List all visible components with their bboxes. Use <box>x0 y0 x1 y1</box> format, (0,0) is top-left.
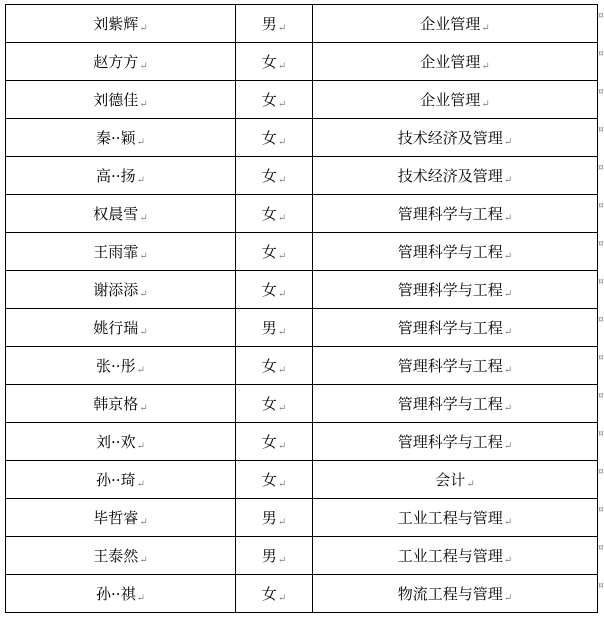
paragraph-mark-icon: ↵ <box>139 61 148 72</box>
paragraph-mark-icon: ↵ <box>503 175 513 186</box>
gender-cell-text: 女 <box>261 167 277 185</box>
gender-cell-text: 女 <box>261 395 277 413</box>
paragraph-mark-icon: ↵ <box>481 23 490 34</box>
gender-cell-text: 女 <box>261 433 277 451</box>
paragraph-mark-icon: ↵ <box>503 213 513 224</box>
major-cell-text: 管理科学与工程 <box>397 433 503 451</box>
name-cell-text: 赵方方 <box>93 53 139 71</box>
paragraph-mark-icon: ↵ <box>277 289 287 300</box>
table-row <box>6 575 598 613</box>
row-end-mark-icon: ¤ <box>598 466 604 477</box>
major-cell[interactable] <box>313 347 598 385</box>
gender-cell-text: 女 <box>261 243 277 261</box>
gender-cell-text: 女 <box>261 357 277 375</box>
paragraph-mark-icon: ↵ <box>139 555 148 566</box>
table-row <box>6 81 598 119</box>
paragraph-mark-icon: ↵ <box>139 289 148 300</box>
major-cell-text: 管理科学与工程 <box>397 319 503 337</box>
row-end-mark-icon: ¤ <box>598 48 604 59</box>
major-cell-text: 技术经济及管理 <box>397 167 503 185</box>
table-row <box>6 423 598 461</box>
major-cell[interactable] <box>313 309 598 347</box>
major-cell[interactable] <box>313 233 598 271</box>
row-end-mark-icon: ¤ <box>598 352 604 363</box>
name-cell-text: 刘德佳 <box>93 91 139 109</box>
table-row <box>6 271 598 309</box>
table-row <box>6 499 598 537</box>
paragraph-mark-icon: ↵ <box>503 289 513 300</box>
table-row <box>6 385 598 423</box>
name-cell[interactable] <box>6 575 236 613</box>
name-cell-text: 秦··颖 <box>96 129 136 147</box>
name-cell-text: 王泰然 <box>93 547 139 565</box>
paragraph-mark-icon: ↵ <box>277 441 287 452</box>
gender-cell[interactable] <box>236 385 313 423</box>
paragraph-mark-icon: ↵ <box>277 593 287 604</box>
gender-cell[interactable] <box>236 5 313 43</box>
paragraph-mark-icon: ↵ <box>139 23 148 34</box>
major-cell[interactable] <box>313 461 598 499</box>
gender-cell-text: 女 <box>261 585 277 603</box>
table-row <box>6 309 598 347</box>
major-cell-text: 企业管理 <box>420 53 481 71</box>
paragraph-mark-icon: ↵ <box>277 517 287 528</box>
paragraph-mark-icon: ↵ <box>277 99 287 110</box>
major-cell-text: 企业管理 <box>420 15 481 33</box>
major-cell-text: 工业工程与管理 <box>397 547 503 565</box>
name-cell[interactable] <box>6 195 236 233</box>
row-end-mark-icon: ¤ <box>598 390 604 401</box>
major-cell[interactable] <box>313 5 598 43</box>
major-cell-text: 管理科学与工程 <box>397 243 503 261</box>
major-cell-text: 管理科学与工程 <box>397 357 503 375</box>
paragraph-mark-icon: ↵ <box>136 593 145 604</box>
gender-cell[interactable] <box>236 309 313 347</box>
paragraph-mark-icon: ↵ <box>277 137 287 148</box>
gender-cell-text: 女 <box>261 53 277 71</box>
table-row <box>6 157 598 195</box>
major-cell-text: 会计 <box>435 471 466 489</box>
name-cell[interactable] <box>6 423 236 461</box>
row-end-mark-icon: ¤ <box>598 124 604 135</box>
name-cell-text: 孙··祺 <box>96 585 136 603</box>
paragraph-mark-icon: ↵ <box>503 137 513 148</box>
table-row <box>6 43 598 81</box>
major-cell[interactable] <box>313 195 598 233</box>
row-end-mark-icon: ¤ <box>598 200 604 211</box>
name-cell[interactable] <box>6 157 236 195</box>
paragraph-mark-icon: ↵ <box>481 99 490 110</box>
gender-cell[interactable] <box>236 81 313 119</box>
gender-cell[interactable] <box>236 537 313 575</box>
paragraph-mark-icon: ↵ <box>503 365 513 376</box>
gender-cell-text: 女 <box>261 91 277 109</box>
paragraph-mark-icon: ↵ <box>136 137 145 148</box>
gender-cell[interactable] <box>236 195 313 233</box>
table-row <box>6 119 598 157</box>
major-cell[interactable] <box>313 575 598 613</box>
paragraph-mark-icon: ↵ <box>503 327 513 338</box>
major-cell[interactable] <box>313 43 598 81</box>
gender-cell-text: 女 <box>261 129 277 147</box>
major-cell[interactable] <box>313 119 598 157</box>
major-cell-text: 管理科学与工程 <box>397 281 503 299</box>
table-row <box>6 233 598 271</box>
paragraph-mark-icon: ↵ <box>277 327 287 338</box>
gender-cell[interactable] <box>236 271 313 309</box>
gender-cell-text: 女 <box>261 281 277 299</box>
name-cell[interactable] <box>6 499 236 537</box>
paragraph-mark-icon: ↵ <box>277 175 287 186</box>
row-end-mark-icon: ¤ <box>598 542 604 553</box>
student-table-body <box>6 5 598 613</box>
paragraph-mark-icon: ↵ <box>503 251 513 262</box>
gender-cell[interactable] <box>236 499 313 537</box>
row-end-mark-icon: ¤ <box>598 314 604 325</box>
paragraph-mark-icon: ↵ <box>139 99 148 110</box>
name-cell[interactable] <box>6 271 236 309</box>
name-cell[interactable] <box>6 81 236 119</box>
name-cell[interactable] <box>6 43 236 81</box>
paragraph-mark-icon: ↵ <box>139 327 148 338</box>
name-cell[interactable] <box>6 461 236 499</box>
gender-cell-text: 女 <box>261 205 277 223</box>
gender-cell[interactable] <box>236 119 313 157</box>
name-cell-text: 孙··琦 <box>96 471 136 489</box>
paragraph-mark-icon: ↵ <box>503 555 513 566</box>
major-cell[interactable] <box>313 157 598 195</box>
paragraph-mark-icon: ↵ <box>503 593 513 604</box>
student-table <box>5 4 598 613</box>
name-cell-text: 刘··欢 <box>96 433 136 451</box>
paragraph-mark-icon: ↵ <box>466 479 475 490</box>
name-cell-text: 张··彤 <box>96 357 136 375</box>
name-cell-text: 姚行瑞 <box>93 319 139 337</box>
row-end-mark-icon: ¤ <box>598 276 604 287</box>
paragraph-mark-icon: ↵ <box>136 441 145 452</box>
major-cell[interactable] <box>313 271 598 309</box>
paragraph-mark-icon: ↵ <box>139 213 148 224</box>
name-cell[interactable] <box>6 537 236 575</box>
name-cell[interactable] <box>6 347 236 385</box>
gender-cell[interactable] <box>236 575 313 613</box>
gender-cell[interactable] <box>236 43 313 81</box>
paragraph-mark-icon: ↵ <box>139 403 148 414</box>
major-cell[interactable] <box>313 423 598 461</box>
row-end-mark-icon: ¤ <box>598 162 604 173</box>
table-row <box>6 5 598 43</box>
paragraph-mark-icon: ↵ <box>139 517 148 528</box>
paragraph-mark-icon: ↵ <box>277 555 287 566</box>
gender-cell-text: 男 <box>261 547 277 565</box>
name-cell[interactable] <box>6 233 236 271</box>
paragraph-mark-icon: ↵ <box>277 213 287 224</box>
gender-cell[interactable] <box>236 233 313 271</box>
paragraph-mark-icon: ↵ <box>503 441 513 452</box>
paragraph-mark-icon: ↵ <box>277 479 287 490</box>
major-cell-text: 工业工程与管理 <box>397 509 503 527</box>
paragraph-mark-icon: ↵ <box>277 23 287 34</box>
table-row <box>6 537 598 575</box>
major-cell-text: 技术经济及管理 <box>397 129 503 147</box>
name-cell-text: 刘紫辉 <box>93 15 139 33</box>
gender-cell[interactable] <box>236 423 313 461</box>
paragraph-mark-icon: ↵ <box>139 251 148 262</box>
name-cell-text: 韩京格 <box>93 395 139 413</box>
gender-cell[interactable] <box>236 157 313 195</box>
paragraph-mark-icon: ↵ <box>136 365 145 376</box>
name-cell[interactable] <box>6 119 236 157</box>
name-cell[interactable] <box>6 309 236 347</box>
name-cell-text: 毕哲睿 <box>93 509 139 527</box>
name-cell[interactable] <box>6 385 236 423</box>
gender-cell[interactable] <box>236 347 313 385</box>
gender-cell-text: 男 <box>261 319 277 337</box>
name-cell-text: 权晨雪 <box>93 205 139 223</box>
table-row <box>6 195 598 233</box>
paragraph-mark-icon: ↵ <box>277 251 287 262</box>
paragraph-mark-icon: ↵ <box>136 175 145 186</box>
gender-cell-text: 女 <box>261 471 277 489</box>
name-cell[interactable] <box>6 5 236 43</box>
row-end-mark-icon: ¤ <box>598 238 604 249</box>
major-cell-text: 企业管理 <box>420 91 481 109</box>
row-end-mark-icon: ¤ <box>598 580 604 591</box>
paragraph-mark-icon: ↵ <box>503 517 513 528</box>
table-row <box>6 461 598 499</box>
name-cell-text: 高··扬 <box>96 167 136 185</box>
major-cell-text: 管理科学与工程 <box>397 205 503 223</box>
row-end-mark-icon: ¤ <box>598 504 604 515</box>
paragraph-mark-icon: ↵ <box>503 403 513 414</box>
name-cell-text: 王雨霏 <box>93 243 139 261</box>
major-cell[interactable] <box>313 81 598 119</box>
paragraph-mark-icon: ↵ <box>277 403 287 414</box>
gender-cell-text: 男 <box>261 15 277 33</box>
row-end-mark-icon: ¤ <box>598 10 604 21</box>
major-cell-text: 管理科学与工程 <box>397 395 503 413</box>
major-cell[interactable] <box>313 385 598 423</box>
paragraph-mark-icon: ↵ <box>277 365 287 376</box>
table-row <box>6 347 598 385</box>
name-cell-text: 谢添添 <box>93 281 139 299</box>
row-end-mark-icon: ¤ <box>598 86 604 97</box>
paragraph-mark-icon: ↵ <box>481 61 490 72</box>
paragraph-mark-icon: ↵ <box>277 61 287 72</box>
major-cell-text: 物流工程与管理 <box>397 585 503 603</box>
paragraph-mark-icon: ↵ <box>136 479 145 490</box>
gender-cell-text: 男 <box>261 509 277 527</box>
gender-cell[interactable] <box>236 461 313 499</box>
major-cell[interactable] <box>313 537 598 575</box>
major-cell[interactable] <box>313 499 598 537</box>
row-end-mark-icon: ¤ <box>598 428 604 439</box>
